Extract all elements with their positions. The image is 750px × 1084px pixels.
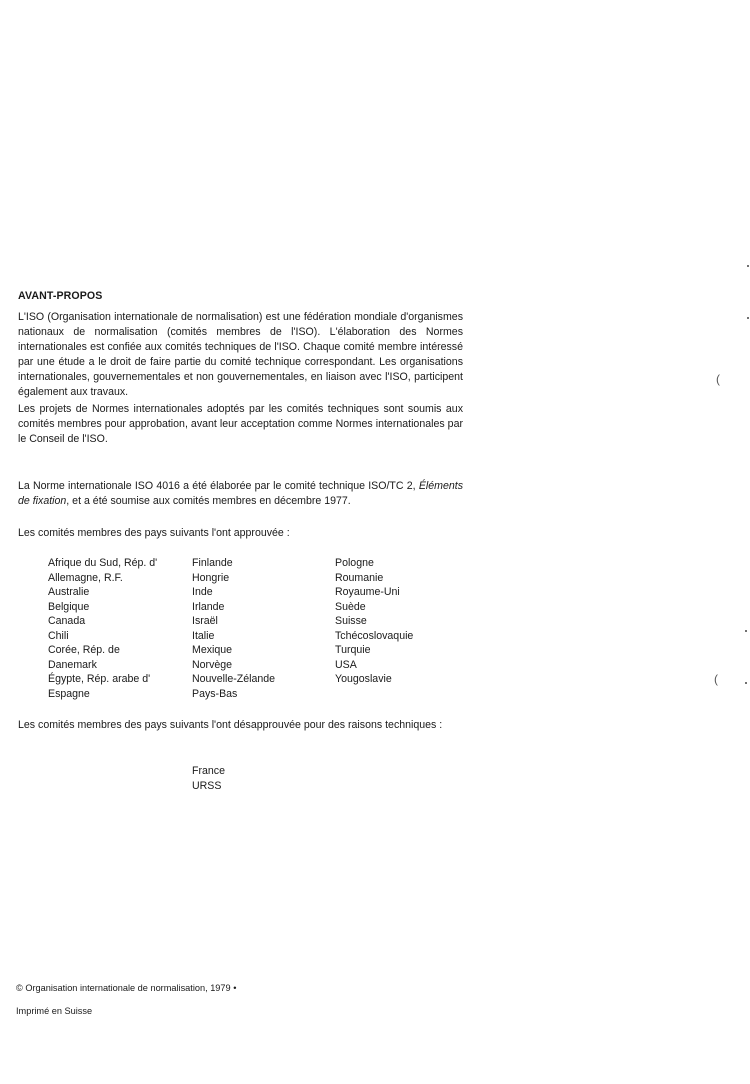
foreword-paragraph-1: L'ISO (Organisation internationale de normalisation) est une fédération mondiale d'organismes nationaux de normalisation (comités membres de l'ISO). L'élaboration des Normes internationales est confiée aux comités techniques de l'ISO. Chaque comité membre intéressé par une étude a le droit de faire partie du comité technique correspondant. Les organisations internationales, gouvernementales et non gouvernementales, en liaison avec l'ISO, participent également aux travaux. (18, 311, 463, 398)
list-item: Hongrie (192, 571, 230, 584)
list-item: Nouvelle-Zélande (192, 673, 276, 685)
list-item: Israël (192, 615, 218, 627)
scan-speck (747, 317, 749, 319)
list-item: Belgique (48, 600, 90, 613)
approved-countries-column-1 (48, 556, 157, 701)
approved-intro: Les comités membres des pays suivants l'ont approuvée : (18, 527, 290, 539)
list-item: Suisse (335, 615, 367, 627)
list-item: Italie (192, 629, 215, 642)
list-item: Irlande (192, 600, 225, 613)
disapproved-countries (192, 764, 225, 793)
scan-speck (745, 682, 747, 684)
list-item: Allemagne, R.F. (48, 571, 123, 584)
list-item: Norvège (192, 658, 233, 671)
foreword-paragraph-2: Les projets de Normes internationales adoptés par les comités techniques sont soumis aux comités membres pour approbation, avant leur acceptation comme Normes internationales par le Conseil de l'ISO. (18, 403, 463, 445)
paragraph-3-text-end: , et a été soumise aux comités membres en décembre 1977. (66, 495, 351, 507)
scan-speck (747, 265, 749, 267)
foreword-paragraph-3 (18, 479, 463, 509)
list-item: Tchécoslovaquie (335, 629, 414, 642)
list-item: Roumanie (335, 571, 384, 584)
list-item: Royaume-Uni (335, 586, 400, 598)
list-item: Finlande (192, 557, 233, 569)
scan-mark: ( (714, 672, 718, 686)
list-item: USA (335, 658, 357, 671)
list-item: Espagne (48, 687, 90, 700)
paragraph-3-text: La Norme internationale ISO 4016 a été élaborée par le comité technique ISO/TC 2, (18, 480, 419, 492)
list-item: Chili (48, 629, 69, 642)
list-item: Suède (335, 600, 366, 613)
printed-in: Imprimé en Suisse (16, 1006, 93, 1016)
list-item: Yougoslavie (335, 673, 392, 685)
list-item: Égypte, Rép. arabe d' (48, 673, 151, 685)
approved-countries-column-3 (335, 556, 413, 687)
disapproved-intro: Les comités membres des pays suivants l'ont désapprouvée pour des raisons techniques : (18, 719, 443, 731)
list-item: Australie (48, 586, 90, 598)
approved-countries-column-2 (192, 556, 275, 701)
list-item: France (192, 765, 225, 777)
copyright-notice: © Organisation internationale de normalisation, 1979 • (16, 983, 237, 993)
list-item: Pays-Bas (192, 687, 238, 700)
list-item: Turquie (335, 644, 371, 656)
page-title: AVANT-PROPOS (18, 290, 103, 302)
list-item: Mexique (192, 644, 233, 656)
list-item: URSS (192, 779, 222, 792)
list-item: Pologne (335, 557, 374, 569)
list-item: Canada (48, 615, 86, 627)
list-item: Danemark (48, 658, 97, 671)
paragraph-3-italic: Éléments de fixation (18, 480, 463, 507)
scan-speck (745, 630, 747, 632)
list-item: Corée, Rép. de (48, 644, 120, 656)
scan-mark: ( (716, 372, 720, 386)
list-item: Afrique du Sud, Rép. d' (48, 557, 158, 569)
list-item: Inde (192, 586, 213, 598)
